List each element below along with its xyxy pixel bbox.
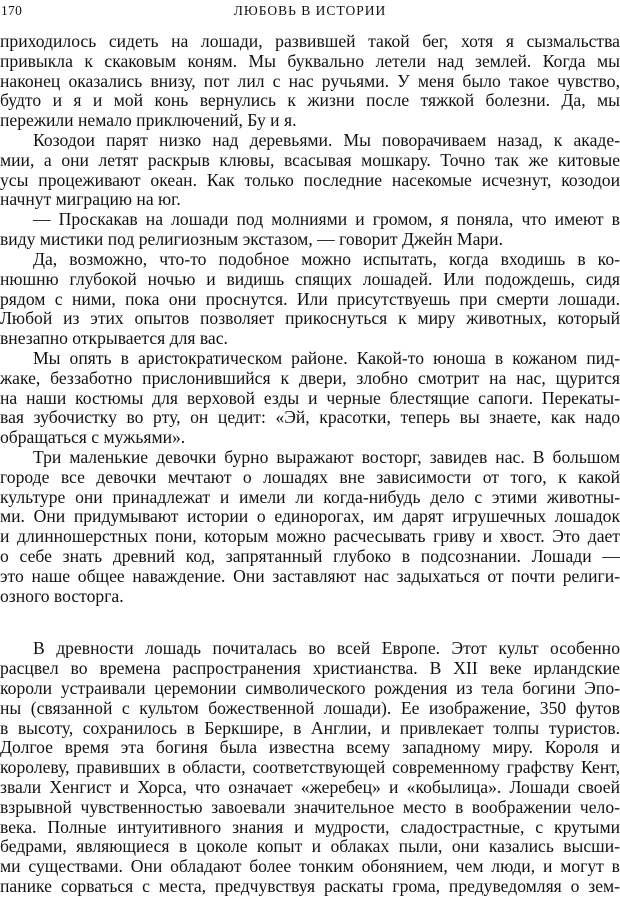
page-header	[0, 1, 620, 23]
text-line: усы процеживают океан. Как только последние насекомые исчезнут, козодои	[0, 169, 620, 190]
text-line: о себе знать древний код, запрятанный глубоко в подсознании. Лошади —	[0, 545, 620, 566]
text-line: Любой из этих опытов позволяет прикоснуться к миру животных, который	[0, 308, 620, 329]
text-line: Да, возможно, что-то подобное можно испытать, когда входишь в ко-	[33, 248, 620, 269]
text-line: жаке, беззаботно прислонившийся к двери, злобно смотрит на нас, щурится	[0, 367, 620, 388]
text-line: Долгое время эта богиня была известна всему западному миру. Короля и	[0, 737, 620, 758]
text-line: Три маленькие девочки бурно выражают восторг, завидев нас. В большом	[33, 446, 620, 467]
text-line: звали Хенгист и Хорса, что означает «жеребец» и «кобылица». Лошади своей	[0, 777, 620, 797]
text-line: обращаться с мужьями».	[0, 427, 186, 448]
text-line: приходилось сидеть на лошади, развившей такой бег, хотя я сызмальства	[0, 31, 620, 51]
text-line: — Проскакав на лошади под молниями и громом, я поняла, что имеют в	[33, 209, 620, 230]
running-head: ЛЮБОВЬ В ИСТОРИИ	[233, 3, 387, 18]
text-line: нюшню глубокой ночью и видишь спящих лошадей. Или подождешь, сидя	[0, 268, 620, 289]
text-line: бедрами, являющиеся в цоколе копыт и облаках пыли, они казались высши-	[0, 836, 620, 857]
text-line: Мы опять в аристократическом районе. Какой-то юноша в кожаном пид-	[33, 347, 620, 368]
text-line: в высоту, сохранилось в Беркшире, в Англии, и привлекает толпы туристов.	[0, 717, 620, 738]
text-line: внезапно открывается для вас.	[0, 328, 228, 349]
text-line: озного восторга.	[0, 585, 124, 606]
text-line: В древности лошадь почиталась во всей Европе. Этот культ особенно	[33, 638, 620, 659]
text-line: расцвел во времена распространения христианства. В XII веке ирландские	[0, 658, 620, 679]
text-line: мии, а они летят раскрыв клювы, всасывая мошкару. Точно так же китовые	[0, 149, 620, 170]
text-line: королеву, правивших в области, соответствующей современному графству Кент,	[0, 757, 620, 778]
text-line: и длинношерстных пони, которым можно расчесывать гриву и хвост. Это дает	[0, 526, 620, 547]
text-line: рядом с ними, пока они проснутся. Или присутствуешь при смерти лошади.	[0, 288, 620, 309]
text-line: ми. Они придумывают истории о единорогах, им дарят игрушечных лошадок	[0, 506, 620, 527]
text-line: это наше общее наваждение. Они заставляют нас задыхаться от почти религи-	[0, 565, 620, 586]
text-line: ны (связанной с культом божественной лошади). Ее изображение, 350 футов	[0, 697, 620, 718]
text-line: пережили немало приключений, Бу и я.	[0, 110, 297, 131]
text-line: виду мистики под религиозным экстазом, — говорит Джейн Мари.	[0, 229, 503, 249]
text-line: начнут миграцию на юг.	[0, 189, 181, 210]
text-line: будто и я и мой конь вернулись к жизни после тяжкой болезни. Да, мы	[0, 90, 620, 111]
text-line: вая зубочистку во рту, он цедит: «Эй, красотки, теперь вы знаете, как надо	[0, 407, 620, 428]
text-line: ми существами. Они обладают более тонким обонянием, чем люди, и могут в	[0, 856, 620, 877]
text-line: городе все девочки мечтают о лошадях вне зависимости от того, к какой	[0, 466, 620, 487]
text-line: короли устраивали церемонии символического рождения из тела богини Эпо-	[0, 678, 620, 698]
text-line: культуре они принадлежат и имели ли когда-нибудь дело с этими животны-	[0, 486, 620, 507]
text-line: взрывной чувственностью завоевали значительное место в воображении чело-	[0, 796, 620, 817]
text-line: века. Полные интуитивного знания и мудрости, сладострастные, с крутыми	[0, 816, 620, 837]
page-number: 170	[1, 3, 23, 18]
text-line: наконец оказались внизу, пот лил с нас ручьями. У меня было такое чувство,	[0, 70, 620, 91]
text-line: привыкла к скаковым коням. Мы буквально летели над землей. Когда мы	[0, 50, 620, 71]
text-line: Козодои парят низко над деревьями. Мы поворачиваем назад, к акаде-	[33, 130, 620, 150]
text-line: на наши костюмы для верховой езды и черные блестящие сапоги. Перекаты-	[0, 387, 620, 408]
text-line: панике сорваться с места, предчувствуя раскаты грома, предуведомляя о зем-	[0, 876, 620, 896]
